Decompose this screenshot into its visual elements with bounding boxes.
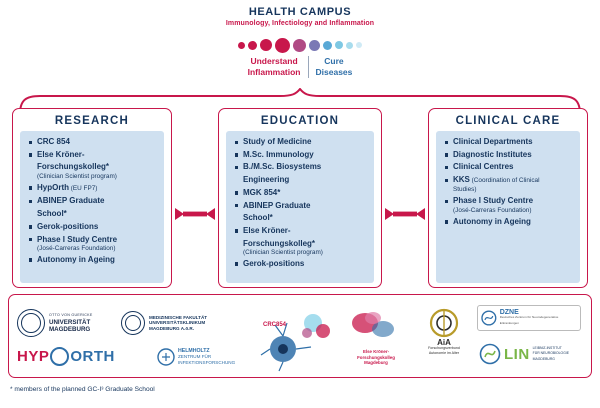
panel-clinical-care (428, 108, 588, 288)
panel-clinical-care-title: CLINICAL CARE (455, 115, 561, 127)
list-item (243, 201, 368, 211)
list-item-label: HypOrth (37, 182, 69, 192)
list-item-label: Gerok-positions (243, 258, 305, 268)
list-item (243, 239, 368, 257)
list-item-label: Gerok-positions (37, 221, 99, 231)
list-item-label: KKS (453, 175, 470, 185)
list-item-label: Else Kröner- (243, 225, 291, 235)
crc854-label: CRC854 (263, 322, 287, 328)
dzne-mark-icon (481, 310, 497, 326)
list-item-label: Forschungskolleg* (37, 162, 110, 172)
list-item (37, 183, 158, 194)
list-item (37, 162, 158, 180)
ekfk-graphic-icon (343, 309, 409, 343)
logo-dzne (477, 305, 581, 331)
list-item (453, 196, 574, 214)
list-item (37, 255, 158, 265)
list-item-label: Autonomy in Ageing (453, 216, 531, 226)
list-item (243, 162, 368, 172)
umm-seal-icon (121, 311, 145, 335)
tagline-left-line1: Understand (250, 56, 298, 66)
list-item (453, 162, 574, 172)
education-list (232, 137, 368, 269)
logo-ekfk (343, 309, 409, 367)
gradient-dots-row (0, 36, 600, 54)
panel-clinical-care-body (436, 131, 580, 283)
gradient-dot (309, 40, 320, 51)
education-clinical-arrow-icon (384, 205, 426, 223)
research-list (26, 137, 158, 265)
list-item-label: CRC 854 (37, 137, 70, 146)
footnote: * members of the planned GC-I³ Graduate School (10, 386, 155, 393)
list-item-label: Autonomy in Ageing (37, 254, 115, 264)
list-item-label: Diagnostic Institutes (453, 149, 532, 159)
ovgu-seal-icon (17, 309, 45, 337)
ovgu-wordmark: OTTO VON GUERICKE UNIVERSITÄT MAGDEBURG (49, 313, 93, 333)
list-item-label: ABINEP Graduate (37, 196, 105, 206)
list-item-note: (José-Carreras Foundation) (453, 206, 532, 214)
list-item-label: Clinical Centres (453, 162, 514, 172)
gradient-dot (238, 42, 245, 49)
tagline-right-line1: Cure (324, 56, 344, 66)
list-item (453, 217, 574, 227)
list-item (37, 196, 158, 206)
panel-research-body (20, 131, 164, 283)
list-item-label: Else Kröner- (37, 149, 85, 159)
gradient-dot (248, 41, 257, 50)
logo-hyporth (17, 343, 139, 369)
page-title: HEALTH CAMPUS (248, 6, 352, 18)
list-item-label: Clinical Departments (453, 137, 533, 146)
gradient-dot (260, 39, 272, 51)
aia-sub2: Autonomie im Alter (428, 351, 460, 356)
list-item-label: ABINEP Graduate (243, 200, 311, 210)
gradient-dot (335, 41, 343, 49)
list-item (37, 137, 158, 147)
list-item-inline-note: (Coordination of Clinical (469, 177, 540, 185)
panel-education (218, 108, 382, 288)
list-item (453, 150, 574, 160)
list-item-note: Studies) (453, 186, 477, 194)
lin-subtext: LEIBNIZ-INSTITUT FÜR NEUROBIOLOGIE MAGDEBURG (532, 345, 570, 361)
list-item (243, 226, 368, 236)
umm-wordmark: MEDIZINISCHE FAKULTÄT UNIVERSITÄTSKLINIKUM MAGDEBURG A.ö.R. (149, 314, 208, 331)
tagline-left (241, 56, 309, 78)
logo-medizinische-fakultaet (121, 307, 251, 339)
list-item (37, 150, 158, 160)
aia-mark-icon (427, 307, 461, 339)
gradient-dot (275, 38, 290, 53)
logo-lin (479, 339, 585, 369)
list-item-label: M.Sc. Immunology (243, 149, 314, 159)
ekfk-line2: Forschungskolleg (357, 354, 395, 360)
list-item (37, 209, 158, 219)
research-education-arrow-icon (174, 205, 216, 223)
list-item (453, 137, 574, 147)
list-item-note: (Clinician Scientist program) (243, 248, 323, 256)
gradient-dot (323, 41, 332, 50)
list-item-label: Forschungskolleg* (243, 238, 316, 248)
ekfk-line1: Else Kröner- (362, 349, 390, 354)
partner-logos-box (8, 294, 592, 378)
list-item-label: School* (243, 213, 273, 223)
page-header (0, 6, 600, 27)
panel-education-title: EDUCATION (260, 115, 340, 127)
tagline-row (0, 56, 600, 78)
tagline-right (309, 56, 360, 78)
lin-wordmark: LIN (504, 345, 530, 363)
list-item (37, 235, 158, 253)
ekfk-line3: Magdeburg (364, 360, 388, 366)
list-item (243, 150, 368, 160)
crc854-graphic-icon (259, 303, 339, 373)
hyporth-orth: ORTH (70, 347, 115, 365)
list-item-label: B./M.Sc. Biosystems (243, 162, 322, 172)
hzi-wordmark: HELMHOLTZ ZENTRUM FÜR INFEKTIONSFORSCHUNG (178, 347, 236, 365)
tagline-right-line2: Diseases (315, 67, 353, 77)
list-item (243, 188, 368, 198)
list-item-note: (José-Carreras Foundation) (37, 244, 116, 252)
gradient-dot (346, 42, 353, 49)
gradient-dot (356, 42, 362, 48)
logo-aia (413, 307, 475, 363)
clinical-care-list (442, 137, 574, 227)
dzne-wordmark: DZNE Deutsches Zentrum für Neurodegenerative Erkrankungen (499, 308, 559, 325)
list-item-note: (Clinician Scientist program) (37, 172, 117, 180)
tagline-left-line2: Inflammation (247, 67, 301, 77)
list-item (243, 137, 368, 147)
logo-crc854 (259, 303, 339, 373)
gradient-dot (293, 39, 306, 52)
panel-education-body (226, 131, 374, 283)
list-item-label: Engineering (243, 175, 290, 185)
hyporth-ring-icon (50, 347, 69, 366)
list-item (243, 213, 368, 223)
list-item-inline-note: (EU FP7) (69, 184, 98, 192)
lin-mark-icon (479, 343, 501, 365)
list-item-label: Phase I Study Centre (37, 234, 118, 244)
list-item-label: Phase I Study Centre (453, 196, 534, 206)
hyporth-hyp: HYP (17, 347, 50, 365)
aia-wordmark: AiA (437, 338, 451, 347)
list-item (243, 259, 368, 269)
aia-sub1: Forschungsverbund (428, 345, 460, 350)
list-item (243, 175, 368, 185)
helmholtz-mark-icon (157, 348, 175, 366)
page-subtitle: Immunology, Infectiology and Inflammation (225, 20, 375, 27)
list-item (37, 222, 158, 232)
list-item (453, 175, 574, 194)
panel-research-title: RESEARCH (54, 115, 130, 127)
list-item-label: MGK 854* (243, 187, 281, 197)
logo-helmholtz-hzi (157, 345, 267, 369)
panel-research (12, 108, 172, 288)
list-item-label: School* (37, 209, 67, 219)
list-item-label: Study of Medicine (243, 137, 312, 146)
